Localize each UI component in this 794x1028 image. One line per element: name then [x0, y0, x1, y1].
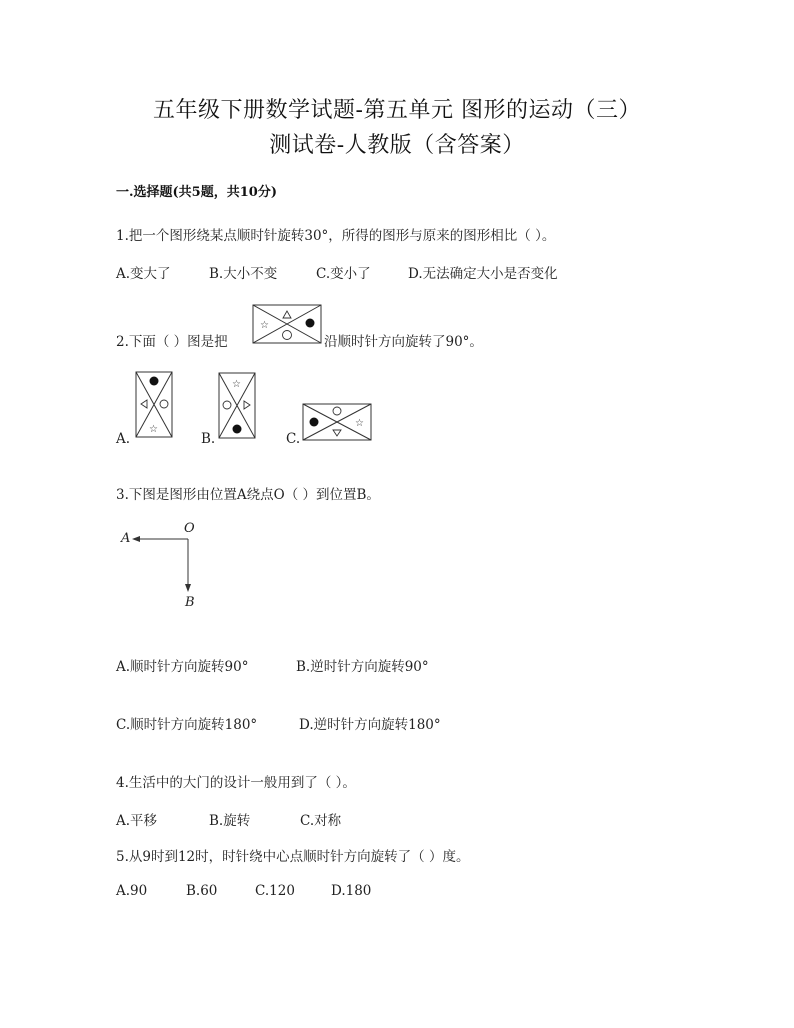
q4-option-a[interactable]: A.平移: [116, 813, 158, 829]
q1-option-b[interactable]: B.大小不变: [209, 266, 278, 282]
question-2-text-before: 2.下面（ ）图是把: [116, 334, 228, 350]
q3-option-a[interactable]: A.顺时针方向旋转90°: [116, 659, 249, 675]
q3-label-a: A: [121, 531, 131, 546]
q4-option-c[interactable]: C.对称: [300, 813, 342, 829]
q2-option-c-figure[interactable]: [302, 403, 372, 441]
q4-option-b[interactable]: B.旋转: [209, 813, 251, 829]
svg-text:☆: ☆: [260, 320, 269, 331]
question-4-text: 4.生活中的大门的设计一般用到了（ ）。: [116, 775, 356, 791]
q2-original-figure: [252, 304, 322, 344]
svg-text:☆: ☆: [232, 379, 241, 390]
q1-option-a[interactable]: A.变大了: [116, 266, 171, 282]
q5-option-c[interactable]: C.120: [255, 883, 295, 899]
question-1-text: 1.把一个图形绕某点顺时针旋转30°，所得的图形与原来的图形相比（ ）。: [116, 228, 556, 244]
title-line-2: 测试卷-人教版（含答案）: [269, 133, 525, 158]
q5-option-d[interactable]: D.180: [331, 883, 372, 899]
q2-option-c[interactable]: C.: [286, 431, 301, 447]
section-heading: 一.选择题(共5题，共10分): [116, 185, 277, 200]
title-line-1: 五年级下册数学试题-第五单元 图形的运动（三）: [153, 98, 641, 123]
q5-option-a[interactable]: A.90: [116, 883, 148, 899]
question-5-text: 5.从9时到12时，时针绕中心点顺时针方向旋转了（ ）度。: [116, 849, 470, 865]
q3-label-b: B: [185, 595, 195, 610]
q3-label-o: O: [184, 521, 195, 536]
q3-option-d[interactable]: D.逆时针方向旋转180°: [299, 717, 441, 733]
q2-option-a[interactable]: A.: [116, 431, 131, 447]
question-3-text: 3.下图是图形由位置A绕点O（ ）到位置B。: [116, 487, 380, 503]
question-2-text-after: 沿顺时针方向旋转了90°。: [324, 334, 483, 350]
svg-text:☆: ☆: [149, 424, 158, 435]
q3-option-c[interactable]: C.顺时针方向旋转180°: [116, 717, 258, 733]
q1-option-d[interactable]: D.无法确定大小是否变化: [408, 266, 558, 282]
q3-option-b[interactable]: B.逆时针方向旋转90°: [296, 659, 429, 675]
q2-option-b-figure[interactable]: [218, 372, 256, 439]
q1-option-c[interactable]: C.变小了: [316, 266, 371, 282]
q2-option-a-figure[interactable]: [135, 371, 173, 438]
svg-text:☆: ☆: [355, 418, 364, 429]
q5-option-b[interactable]: B.60: [186, 883, 218, 899]
q2-option-b[interactable]: B.: [201, 431, 216, 447]
